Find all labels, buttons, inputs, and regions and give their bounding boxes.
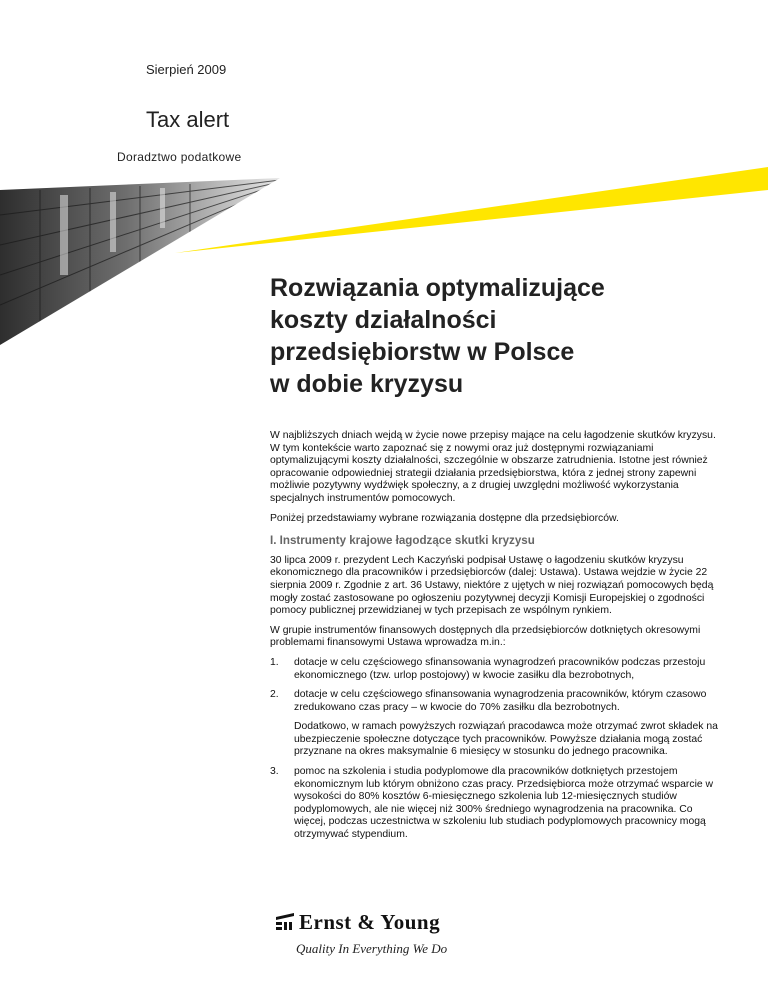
list-number: 2. [270,689,279,701]
intro-paragraph-2: Poniżej przedstawiamy wybrane rozwiązania dostępne dla przedsiębiorców. [270,512,619,524]
intro-paragraph: W najbliższych dniach wejdą w życie nowe przepisy mające na celu łagodzenie skutków kryzysu. W tym kontekście warto zapoznać się z nowymi oraz już dostępnymi rozwiązaniami optymalizującymi koszty działalności, szczególnie w obszarze zatrudnienia. Istotne jest również opracowanie odpowiedniej strategii działania przedsiębiorstwa, która z jednej strony zapewni możliwie pozytywny wydźwięk społeczny, a z drugiej uwzględni możliwość wykorzystania specjalnych instrumentów pomocowych. [270,430,716,504]
list-text: pomoc na szkolenia i studia podyplomowe dla pracowników dotkniętych przestojem ekonomicznym lub którym obniżono czas pracy. Przedsiębiorca może otrzymać wsparcie w wysokości do 80% kosztów 6-miesięcznego szkolenia lub 12-miesięcznych studiów podyplomowych, ale nie więcej niż 300% średniego wynagrodzenia na pracownika. Co więcej, podczas uczestnictwa w szkoleniu lub studiach podyplomowych pracownicy mogą otrzymywać stypendium. [294,766,714,841]
article-body [270,430,725,849]
ernst-young-logo [274,910,440,935]
list-text: dotacje w celu częściowego sfinansowania wynagrodzenia pracowników, którym czasowo zredukowano czas pracy – w kwocie do 70% zasiłku dla bezrobotnych. [294,689,707,713]
header-title: Tax alert [146,107,230,132]
list-item [270,657,725,682]
tagline: Quality In Everything We Do [296,941,448,956]
logo-wordmark: Ernst & Young [299,910,441,934]
headline-line: przedsiębiorstw w Polsce [270,338,575,366]
header-date: Sierpień 2009 [146,62,227,77]
list-item [270,689,725,714]
headline-line: Rozwiązania optymalizujące [270,274,605,302]
list-number: 1. [270,656,279,668]
document-headline [270,272,730,400]
list-number: 3. [270,766,279,778]
list-item [270,766,725,842]
headline-line: koszty działalności [270,306,497,334]
section-heading: I. Instrumenty krajowe łagodzące skutki kryzysu [270,534,535,548]
escalator-photo [0,178,280,345]
header-subtitle: Doradztwo podatkowe [117,150,242,164]
additional-paragraph: Dodatkowo, w ramach powyższych rozwiązań pracodawca może otrzymać zwrot składek na ubezpieczenie społeczne dotyczące tych pracowników. Powyższe działania mogą zostać przyznane na okres maksymalnie 6 miesięcy w stosunku do jednego pracownika. [294,721,718,758]
body-paragraph: W grupie instrumentów finansowych dostępnych dla przedsiębiorców dotkniętych okresowymi problemami finansowymi Ustawa wprowadza m.in.: [270,624,701,649]
ey-logo-mark-icon [274,913,296,933]
body-paragraph: 30 lipca 2009 r. prezydent Lech Kaczyński podpisał Ustawę o łagodzeniu skutków kryzysu ekonomicznego dla pracowników i przedsiębiorców (dalej: Ustawa). Ustawa wejdzie w życie 22 sierpnia 2009 r. Zgodnie z art. 36 Ustawy, niektóre z ujętych w niej rozwiązań pomocowych będą mogły zostać zastosowane po ogłoszeniu pozytywnej decyzji Komisji Europejskiej o zgodności pomocy publicznej przewidzianej w tych przepisach ze wspólnym rynkiem. [270,554,714,617]
list-text: dotacje w celu częściowego sfinansowania wynagrodzeń pracowników podczas przestoju ekonomicznego (tzw. urlop postojowy) w kwocie zasiłku dla bezrobotnych, [294,656,706,681]
headline-line: w dobie kryzysu [270,370,464,398]
